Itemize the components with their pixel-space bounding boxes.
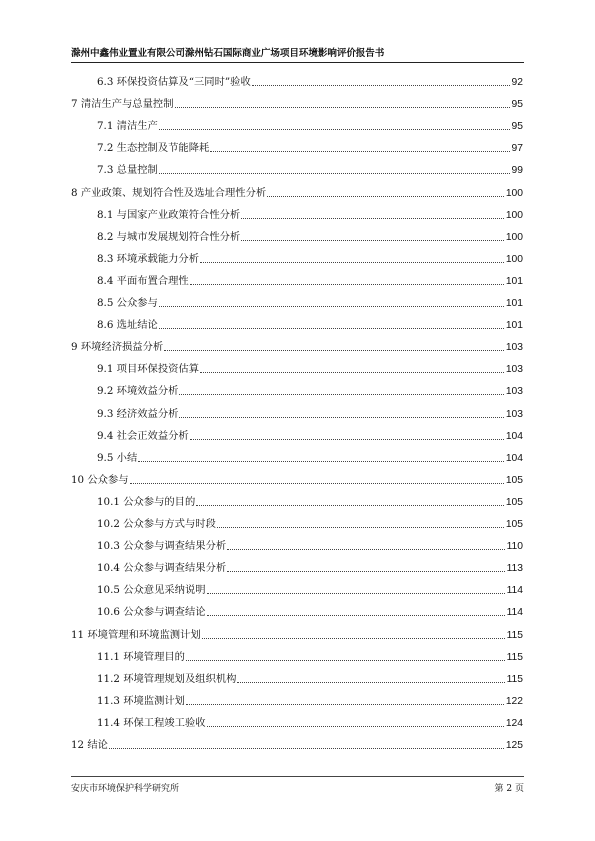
toc-entry-page: 113 [506, 563, 523, 575]
toc-entry-page: 115 [506, 673, 523, 685]
toc-entry-page: 125 [505, 740, 523, 751]
toc-entry-label: 10.1 公众参与的目的 [97, 495, 196, 508]
toc-dot-leader [109, 747, 504, 749]
toc-entry[interactable] [71, 692, 523, 708]
toc-entry-label: 9.3 经济效益分析 [97, 407, 179, 420]
toc-entry-page: 105 [505, 474, 523, 486]
toc-entry[interactable] [71, 360, 523, 376]
toc-entry[interactable] [71, 449, 523, 465]
toc-dot-leader [267, 195, 504, 197]
toc-dot-leader [241, 239, 504, 241]
toc-entry-page: 114 [506, 585, 523, 597]
toc-entry[interactable] [71, 272, 523, 288]
toc-entry-label: 11.3 环境监测计划 [97, 694, 185, 707]
header-title: 滁州中鑫伟业置业有限公司滁州钻石国际商业广场项目环境影响评价报告书 [71, 48, 385, 59]
toc-entry[interactable] [71, 626, 523, 642]
toc-entry-page: 105 [505, 496, 523, 508]
toc-dot-leader [186, 703, 504, 705]
toc-dot-leader [200, 371, 504, 373]
toc-dot-leader [190, 438, 504, 440]
toc-entry[interactable] [71, 95, 523, 111]
toc-entry-page: 100 [505, 231, 523, 243]
footer-page-number: 第 2 页 [494, 784, 524, 794]
toc-entry-page: 92 [511, 77, 523, 88]
toc-entry-page: 122 [505, 695, 523, 707]
toc-dot-leader [130, 482, 504, 484]
toc-dot-leader [207, 592, 505, 594]
toc-entry-label: 8.6 选址结论 [97, 319, 158, 332]
toc-entry-label: 9 环境经济损益分析 [71, 341, 164, 354]
toc-entry-page: 100 [505, 209, 523, 221]
toc-entry-label: 10.5 公众意见采纳说明 [97, 584, 206, 597]
toc-entry[interactable] [71, 73, 523, 89]
toc-dot-leader [186, 659, 505, 661]
toc-entry-page: 124 [505, 717, 523, 729]
toc-entry[interactable] [71, 670, 523, 686]
toc-dot-leader [175, 106, 510, 108]
toc-entry-label: 8.1 与国家产业政策符合性分析 [97, 208, 241, 221]
toc-entry[interactable] [71, 648, 523, 664]
toc-entry[interactable] [71, 493, 523, 509]
toc-entry-page: 110 [506, 541, 523, 553]
toc-entry-label: 10.4 公众参与调查结果分析 [97, 562, 227, 575]
toc-entry[interactable] [71, 559, 523, 575]
toc-entry[interactable] [71, 581, 523, 597]
toc-entry-page: 115 [506, 629, 523, 641]
toc-entry[interactable] [71, 603, 523, 619]
toc-dot-leader [217, 526, 504, 528]
toc-entry-label: 10.6 公众参与调查结论 [97, 606, 206, 619]
page-footer [71, 776, 524, 795]
toc-entry-label: 12 结论 [71, 739, 108, 751]
toc-dot-leader [196, 504, 504, 506]
toc-dot-leader [159, 172, 510, 174]
toc-entry-page: 104 [505, 452, 523, 464]
toc-entry[interactable] [71, 294, 523, 310]
toc-entry-label: 10.3 公众参与调查结果分析 [97, 540, 227, 553]
toc-entry-page: 103 [505, 342, 523, 354]
toc-entry-page: 101 [505, 320, 523, 332]
toc-dot-leader [241, 217, 504, 219]
toc-entry-label: 10 公众参与 [71, 473, 129, 486]
toc-entry-page: 103 [505, 408, 523, 420]
toc-entry-label: 6.3 环保投资估算及“三同时”验收 [97, 76, 251, 88]
toc-entry-page: 103 [505, 386, 523, 398]
toc-entry-label: 7 清洁生产与总量控制 [71, 98, 174, 111]
toc-dot-leader [227, 548, 504, 550]
toc-entry[interactable] [71, 537, 523, 553]
toc-entry[interactable] [71, 736, 523, 752]
toc-dot-leader [190, 283, 504, 285]
toc-entry[interactable] [71, 427, 523, 443]
toc-entry-page: 97 [511, 143, 523, 155]
toc-entry-label: 8.5 公众参与 [97, 297, 158, 309]
toc-dot-leader [252, 84, 510, 86]
toc-entry-label: 11.4 环保工程竣工验收 [97, 716, 206, 729]
toc-entry[interactable] [71, 471, 523, 487]
toc-dot-leader [159, 305, 504, 307]
toc-entry[interactable] [71, 228, 523, 244]
toc-entry-page: 114 [506, 607, 523, 619]
toc-dot-leader [159, 128, 510, 130]
toc-dot-leader [200, 261, 504, 263]
toc-dot-leader [164, 349, 504, 351]
toc-dot-leader [227, 570, 504, 572]
toc-entry[interactable] [71, 714, 523, 730]
toc-entry-page: 95 [511, 99, 523, 111]
toc-dot-leader [159, 327, 504, 329]
toc-entry-page: 104 [505, 430, 523, 442]
toc-entry-label: 9.1 项目环保投资估算 [97, 363, 200, 376]
toc-entry[interactable] [71, 338, 523, 354]
toc-dot-leader [138, 460, 504, 462]
toc-entry[interactable] [71, 161, 523, 177]
toc-entry[interactable] [71, 250, 523, 266]
toc-entry-label: 11 环境管理和环境监测计划 [71, 628, 201, 641]
toc-entry[interactable] [71, 206, 523, 222]
toc-entry-page: 103 [505, 364, 523, 376]
toc-entry-label: 7.3 总量控制 [97, 164, 158, 177]
toc-entry-page: 105 [505, 519, 523, 530]
toc-entry[interactable] [71, 117, 523, 133]
toc-entry-label: 10.2 公众参与方式与时段 [97, 518, 216, 530]
toc-dot-leader [179, 416, 503, 418]
toc-entry-page: 115 [506, 651, 523, 663]
toc-entry-label: 9.5 小结 [97, 451, 138, 464]
footer-organization: 安庆市环境保护科学研究所 [71, 784, 180, 794]
toc-entry-page: 100 [505, 253, 523, 265]
toc-entry-label: 7.2 生态控制及节能降耗 [97, 142, 210, 155]
toc-entry-label: 9.2 环境效益分析 [97, 385, 179, 398]
toc-entry[interactable] [71, 139, 523, 155]
toc-entry-label: 11.2 环境管理规划及组织机构 [97, 672, 237, 685]
page-header [71, 44, 524, 63]
toc-dot-leader [179, 393, 503, 395]
toc-entry-page: 101 [505, 298, 523, 309]
toc-entry-label: 8.3 环境承载能力分析 [97, 252, 200, 265]
toc-entry[interactable] [71, 382, 523, 398]
toc-entry[interactable] [71, 515, 523, 531]
toc-dot-leader [207, 725, 504, 727]
toc-entry-label: 8 产业政策、规划符合性及选址合理性分析 [71, 186, 267, 199]
toc-entry-page: 95 [511, 121, 523, 133]
toc-entry[interactable] [71, 316, 523, 332]
toc-entry-page: 100 [505, 187, 523, 199]
toc-entry[interactable] [71, 405, 523, 421]
toc-dot-leader [237, 681, 504, 683]
toc-entry[interactable] [71, 184, 523, 200]
toc-entry-label: 8.2 与城市发展规划符合性分析 [97, 230, 241, 243]
toc-entry-page: 99 [511, 165, 523, 177]
toc-dot-leader [207, 614, 505, 616]
toc-entry-label: 8.4 平面布置合理性 [97, 274, 189, 287]
toc-entry-label: 9.4 社会正效益分析 [97, 429, 189, 442]
toc-entry-page: 101 [505, 275, 523, 287]
toc-dot-leader [202, 637, 505, 639]
toc-dot-leader [210, 150, 509, 152]
toc-entry-label: 11.1 环境管理目的 [97, 650, 185, 663]
toc-entry-label: 7.1 清洁生产 [97, 120, 158, 133]
